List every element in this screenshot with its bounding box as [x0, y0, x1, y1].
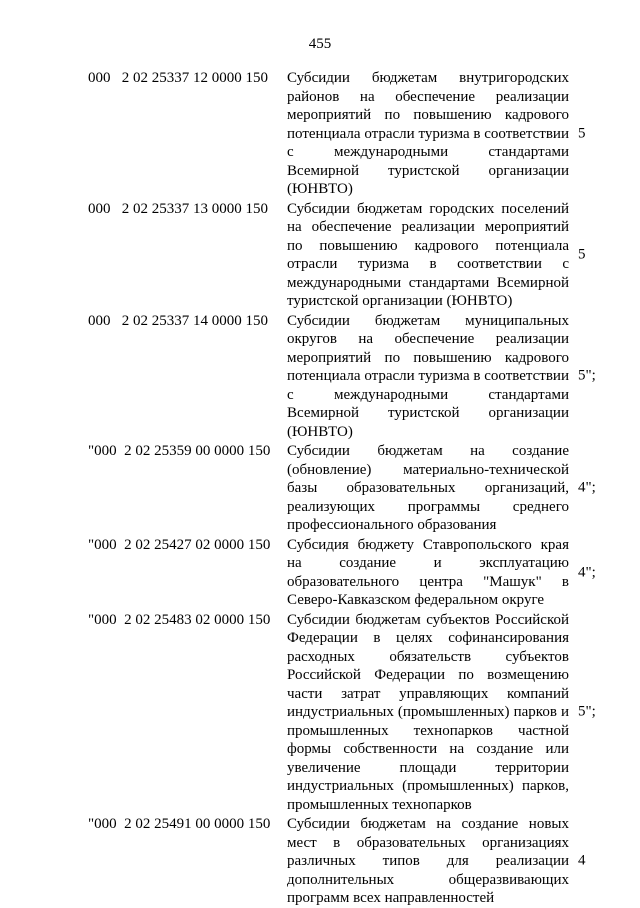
budget-code: "000 2 02 25427 02 0000 150 — [88, 536, 271, 553]
row-value: 5"; — [578, 367, 596, 384]
table-row — [0, 815, 640, 908]
row-value: 4"; — [578, 479, 596, 496]
table-row — [0, 442, 640, 535]
budget-code: 000 2 02 25337 13 0000 150 — [88, 200, 268, 217]
budget-code: "000 2 02 25491 00 0000 150 — [88, 816, 271, 832]
row-value: 4 — [578, 852, 586, 869]
row-value: 4"; — [578, 564, 596, 580]
row-description: Субсидии бюджетам внутригородских районов на обеспечение реализации мероприятий по повышению кадрового потенциала отрасли туризма в соответствии с международными стандартами Всемирной туристской организации (ЮНВТО) — [287, 70, 569, 197]
row-value: 5 — [578, 246, 586, 263]
row-value: 5 — [578, 125, 586, 142]
table-row — [0, 69, 640, 199]
row-value: 5"; — [578, 703, 596, 720]
table-row — [0, 536, 640, 610]
budget-code: 000 2 02 25337 14 0000 150 — [88, 312, 268, 329]
table-row — [0, 611, 640, 815]
table-row — [0, 312, 640, 442]
budget-code: "000 2 02 25483 02 0000 150 — [88, 611, 271, 628]
page-number: 455 — [308, 36, 332, 52]
row-description: Субсидии бюджетам субъектов Российской Федерации в целях софинансирования расходных обязательств субъектов Российской Федерации по возмещению части затрат управляющих компаний индустриальных (промышленных) парков и промышленных технопарков частной формы собственности на создание или увеличение площади территории индустриальных (промышленных) парков, промышленных технопарков — [287, 611, 569, 813]
budget-code-table — [0, 69, 640, 908]
row-description: Субсидии бюджетам на создание новых мест в образовательных организациях различных типов для реализации дополнительных общеразвивающих программ всех направленностей — [287, 816, 569, 906]
row-description: Субсидии бюджетам городских поселений на обеспечение реализации мероприятий по повышению кадрового потенциала отрасли туризма в соответствии с международными стандартами Всемирной туристской организации (ЮНВТО) — [287, 200, 569, 309]
table-row — [0, 200, 640, 311]
row-description: Субсидии бюджетам муниципальных округов на обеспечение реализации мероприятий по повышению кадрового потенциала отрасли туризма в соответствии с международными стандартами Всемирной туристской организации (ЮНВТО) — [287, 312, 569, 440]
row-description: Субсидии бюджетам на создание (обновление) материально-технической базы образовательных организаций, реализующих программы среднего профессионального образования — [287, 443, 569, 533]
budget-code: "000 2 02 25359 00 0000 150 — [88, 443, 271, 459]
budget-code: 000 2 02 25337 12 0000 150 — [88, 70, 268, 86]
row-description: Субсидия бюджету Ставропольского края на создание и эксплуатацию образовательного центра "Машук" в Северо-Кавказском федеральном округе — [287, 536, 569, 608]
